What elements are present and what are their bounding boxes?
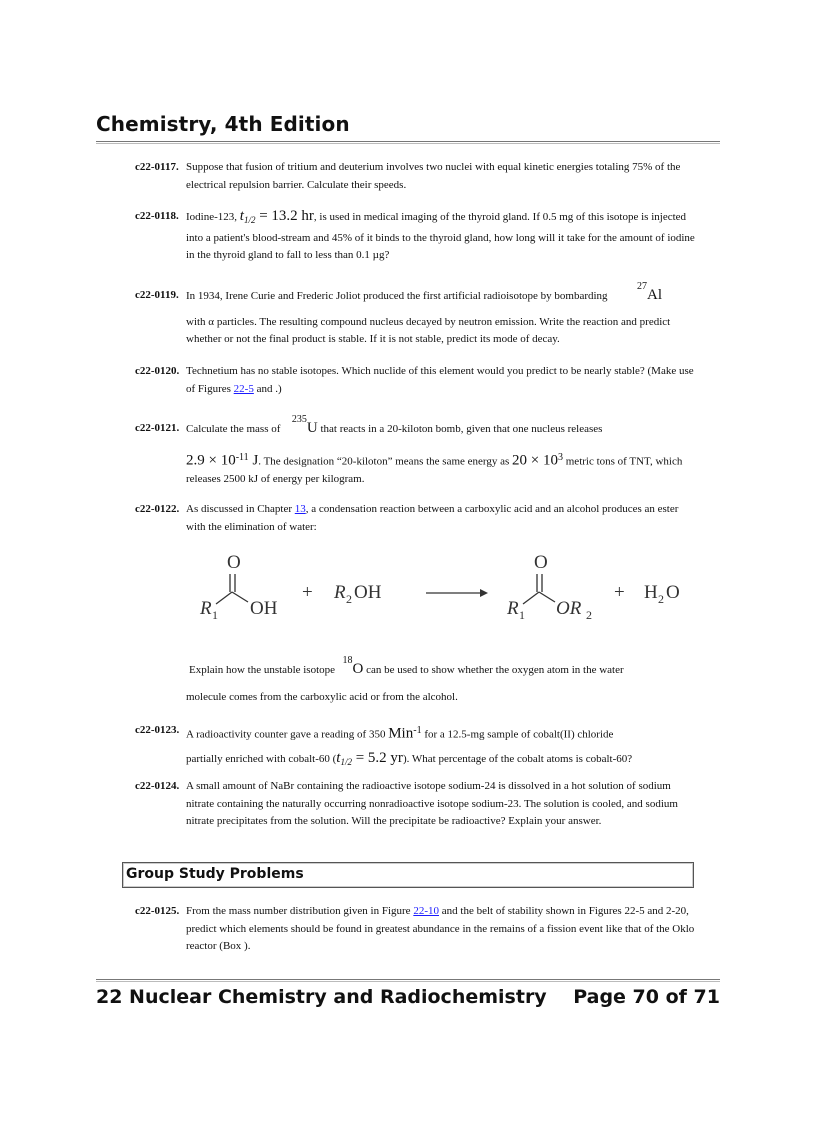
half-life-value: = 13.2 hr [255,208,314,224]
water-oxygen: O [666,582,680,603]
problem-text: Calculate the mass of 235U that reacts in a 20-kiloton bomb, given that one nucleus releases [186,414,603,436]
water-hydrogen: H [644,582,658,603]
section-header-group-study [122,862,694,888]
ester-r1-subscript: 1 [519,608,525,622]
problem-number: c22-0122. [135,503,180,515]
alcohol-r-group: R [334,582,346,603]
energy-value: 2.9 × 10 [186,452,236,469]
problem-text: From the mass number distribution given in Figure 22-10 and the belt of stability shown in Figures 22-5 and 2-20, predict which elements should be found in greatest abundance in the remains of a fission event like that of the Oklo reactor (Box ). [186,905,695,952]
problem-c22-0119 [135,281,695,349]
tons-value: 20 × 10 [512,452,558,469]
header-rule [96,141,720,144]
plus-sign-2: + [614,582,625,603]
alcohol-hydroxyl: OH [354,582,382,603]
plus-sign-1: + [302,582,313,603]
problem-text: A small amount of NaBr containing the radioactive isotope sodium-24 is dissolved in a hot solution of sodium nitrate containing the naturally occurring nonradioactive isotope sodium-23. The solution is cooled, and sodium nitrate precipitates from the solution. Will the precipitate be radioactive? Explain your answer. [186,780,678,827]
ester-or2-subscript: 2 [586,608,592,622]
figure-link-22-5[interactable]: 22-5 [233,382,254,395]
acid-r-group: R [200,598,212,619]
problem-number: c22-0120. [135,365,180,377]
figure-link-22-10[interactable]: 22-10 [413,905,439,917]
problem-text: Technetium has no stable isotopes. Which nuclide of this element would you predict to be nearly stable? (Make use of Figures 22-5 and .) [186,365,694,395]
chapter-title: 22 Nuclear Chemistry and Radiochemistry [96,986,547,1008]
chapter-link-13[interactable]: 13 [294,503,306,515]
problem-text-continued: molecule comes from the carboxylic acid or from the alcohol. [186,690,458,703]
problem-text-continued: $2.9 \times 10^{-11}$ J. The designation “20-kiloton” means the same energy as $20 \times 10^3$ metric tons of TNT, which releases 2500 kJ of energy per kilogram. [186,451,683,485]
problem-text-continued: Explain how the unstable isotope 18O can be used to show whether the oxygen atom in the water [189,655,624,677]
half-life-value: = 5.2 yr [351,750,403,767]
isotope-mass-number: 27 [637,281,648,292]
problem-text: Suppose that fusion of tritium and deuterium involves two nuclei with equal kinetic energies totaling 75% of the electrical repulsion barrier. Calculate their speeds. [186,161,681,191]
problem-c22-0121 [135,414,695,488]
problem-c22-0120 [135,363,695,398]
section-title: Group Study Problems [126,866,304,882]
acid-carbonyl-oxygen: O [227,552,241,573]
acid-r-subscript: 1 [212,608,218,622]
problem-number: c22-0123. [135,724,180,736]
problem-text: In 1934, Irene Curie and Frederic Joliot produced the first artificial radioisotope by bombarding 27Al [186,281,663,303]
half-life-symbol: t [239,208,244,224]
esterification-reaction-diagram [190,548,690,628]
reaction-arrowhead [480,589,488,597]
problem-number: c22-0124. [135,780,180,792]
problem-c22-0122-explain [135,655,695,706]
isotope-mass-number: 235 [291,414,307,425]
problem-c22-0118 [135,208,695,265]
problem-number: c22-0119. [135,289,179,301]
problem-c22-0125 [135,903,695,956]
alcohol-r-subscript: 2 [346,592,352,606]
page-number: Page 70 of 71 [573,986,720,1008]
problem-text-continued: partially enriched with cobalt-60 ($t_{1/2} = 5.2$ yr). What percentage of the cobalt atoms is cobalt-60? [186,750,633,768]
problem-c22-0124 [135,778,695,831]
problem-c22-0117 [135,159,695,194]
problem-text: A radioactivity counter gave a reading of 350 Min$^{-1}$ for a 12.5-mg sample of cobalt(II) chloride [186,725,614,742]
problem-number: c22-0121. [135,422,180,434]
problem-number: c22-0117. [135,161,179,173]
footer-rule [96,979,720,982]
isotope-symbol: Al [647,287,663,303]
problem-text: Iodine-123, $t_{1/2} = 13.2$ hr, is used in medical imaging of the thyroid gland. If 0.5 mg of this isotope is injected into a patient's blood-stream and 45% of it binds to the thyroid gland, how long will it take for the amount of iodine in the thyroid gland to fall to less than 0.1 µg? [186,208,695,262]
isotope-symbol: U [306,420,318,436]
ester-r1-group: R [507,598,519,619]
problem-text: As discussed in Chapter 13, a condensation reaction between a carboxylic acid and an alcohol produces an ester with the elimination of water: [186,503,679,533]
problem-number: c22-0125. [135,905,180,917]
ester-or2-group: OR [556,598,582,619]
problem-c22-0123 [135,722,695,772]
problem-number: c22-0118. [135,210,179,222]
water-subscript: 2 [658,592,664,606]
ester-carbonyl-oxygen: O [534,552,548,573]
book-title: Chemistry, 4th Edition [96,112,350,136]
isotope-mass-number: 18 [342,655,353,666]
rate-unit: Min [388,725,414,742]
problem-text-continued: with α particles. The resulting compound nucleus decayed by neutron emission. Write the reaction and predict whether or not the final product is stable. If it is not stable, predict its mode of decay. [186,315,671,345]
problem-c22-0122 [135,501,695,536]
acid-hydroxyl: OH [250,598,278,619]
isotope-symbol: O [352,661,364,677]
